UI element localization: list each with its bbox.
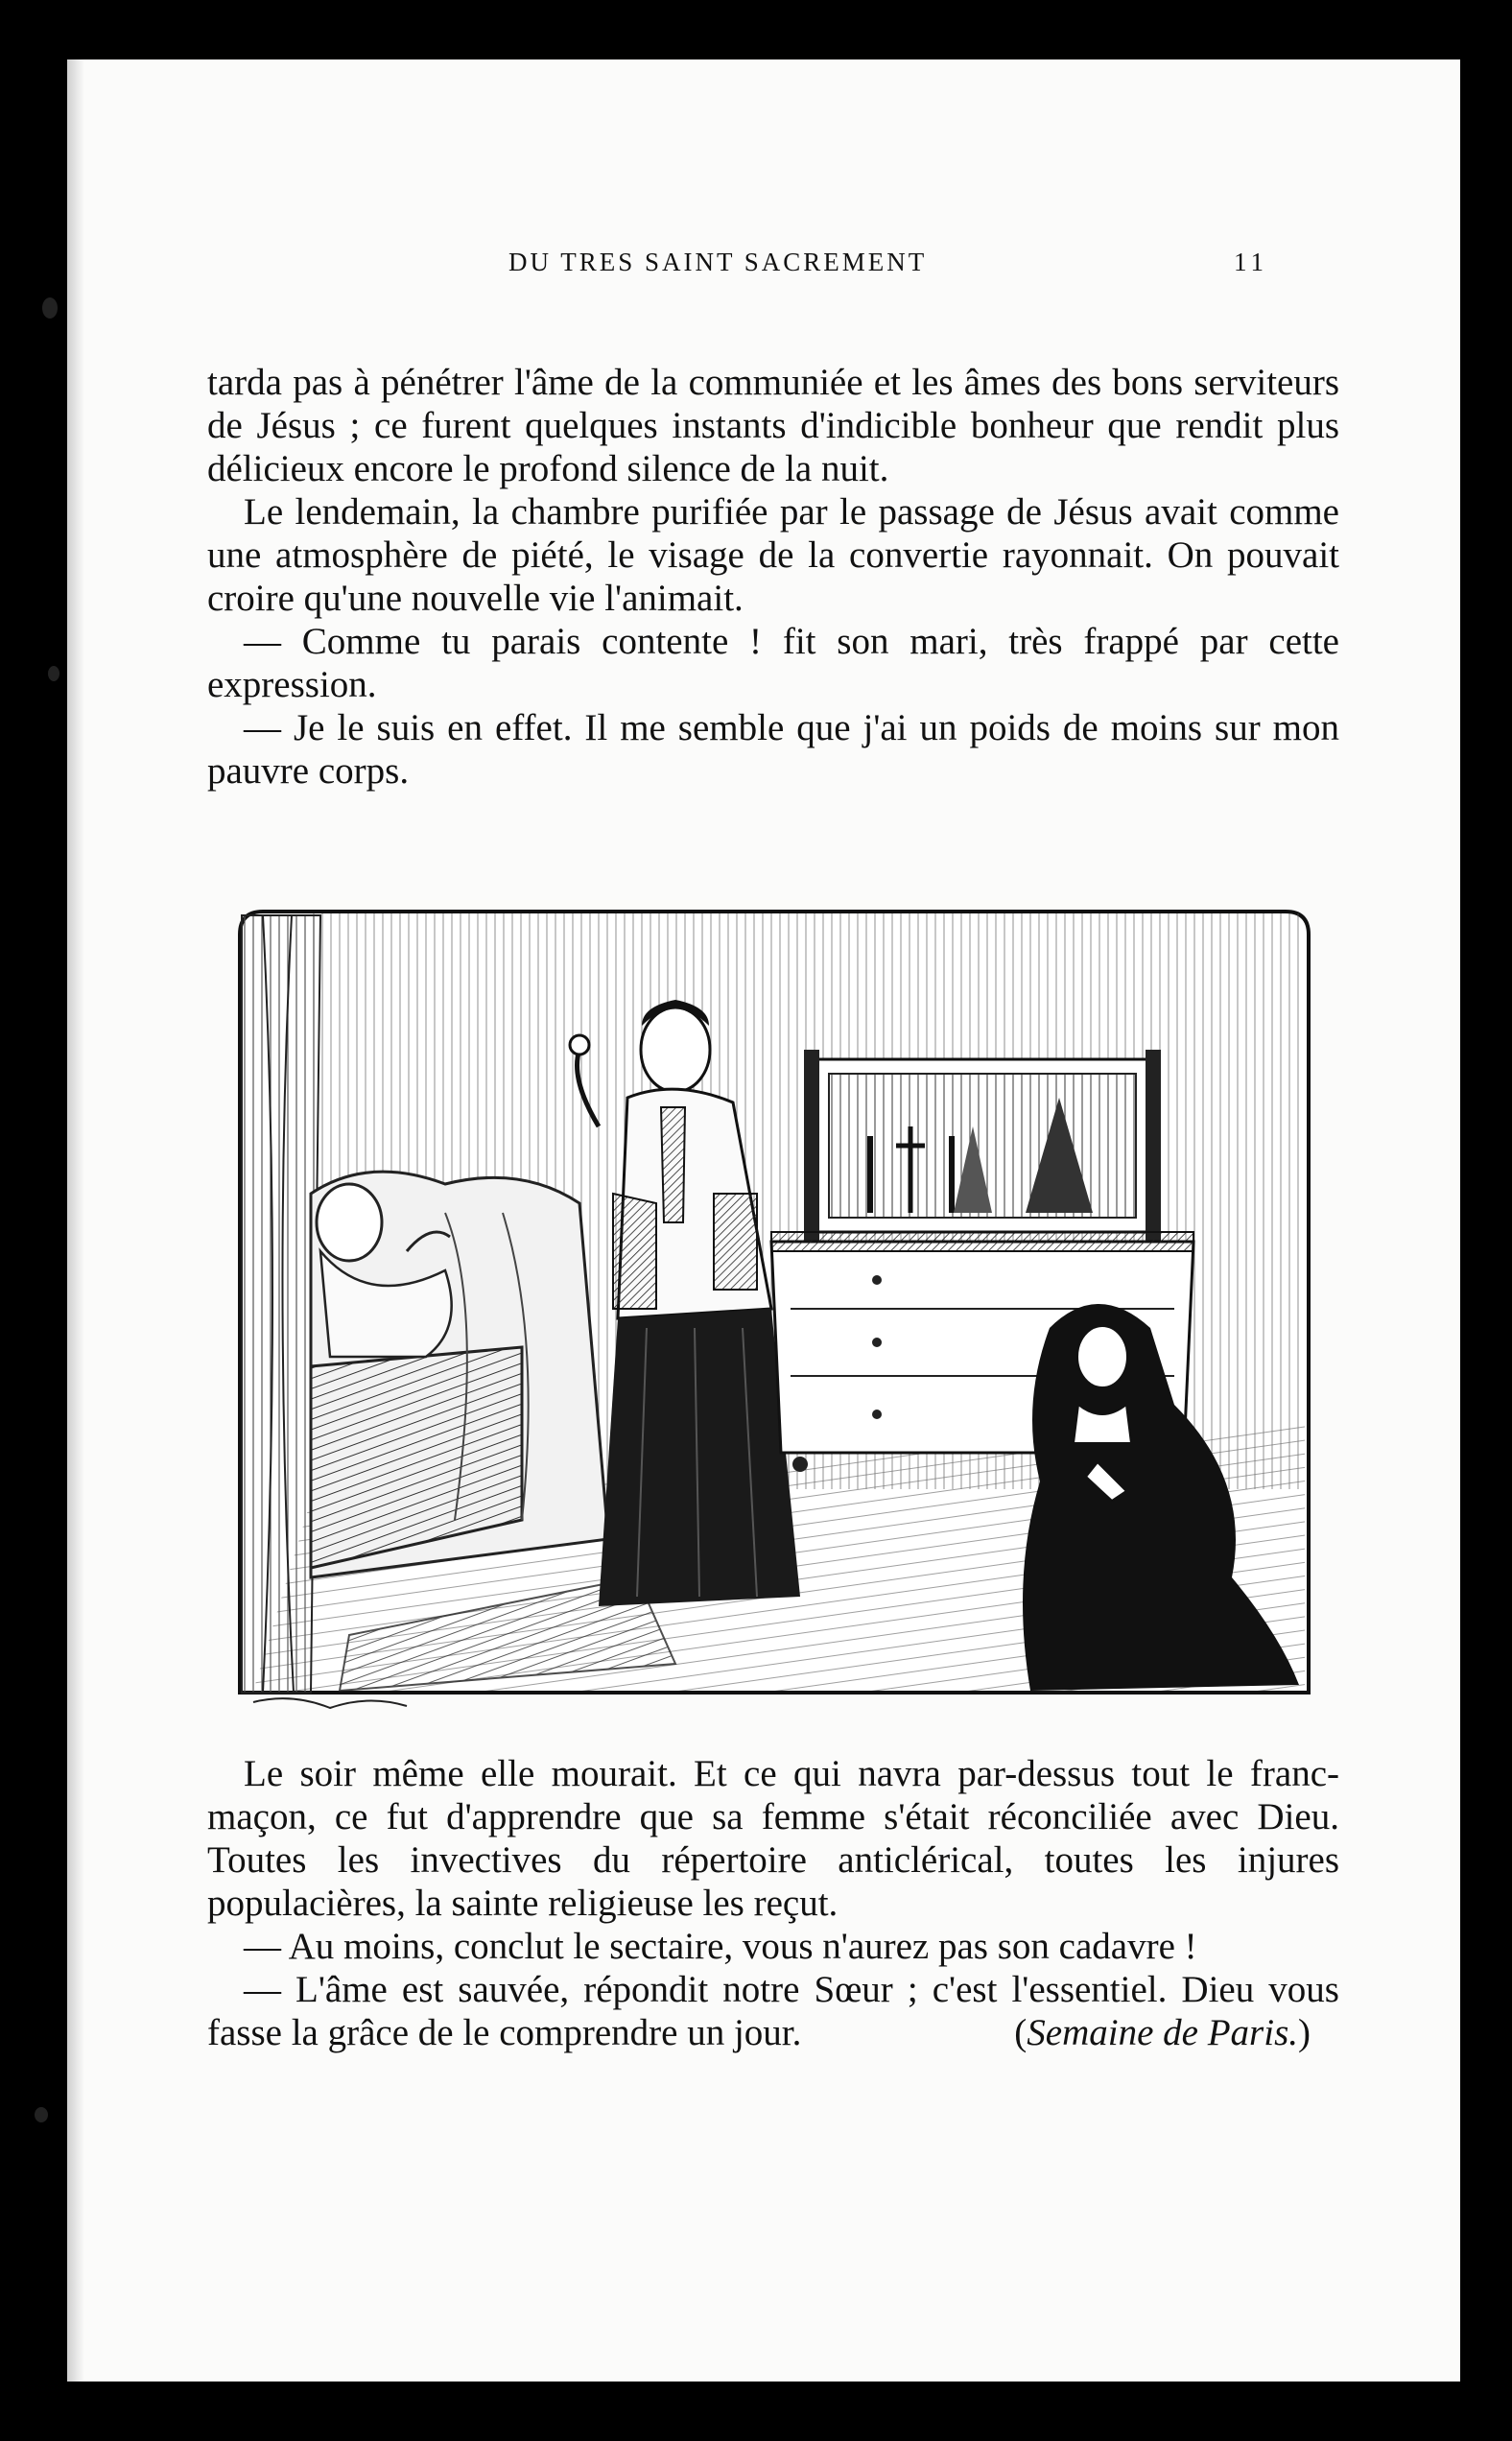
paragraph: Le lendemain, la chambre purifiée par le passage de Jésus avait comme une atmosphère de piété, le visage de la convertie rayonnait. On pouvait croire qu'une nouvelle vie l'animait.: [207, 491, 1339, 619]
page-header: [67, 248, 1460, 296]
book-page: [67, 59, 1460, 2382]
spine-shadow: [67, 59, 84, 2382]
scan-speck: [42, 297, 58, 319]
paragraph: — L'âme est sauvée, répondit notre Sœur ; c'est l'essentiel. Dieu vous fasse la grâce de le comprendre un jour.: [207, 1969, 1339, 2053]
running-title: DU TRES SAINT SACREMENT: [508, 248, 928, 276]
scan-speck: [48, 666, 59, 681]
source-open-paren: (: [1014, 2012, 1028, 2053]
text-block-bottom: [207, 1752, 1339, 2054]
paragraph: Le soir même elle mourait. Et ce qui navra par-dessus tout le franc-maçon, ce fut d'apprendre que sa femme s'était réconciliée avec Dieu. Toutes les invectives du répertoire anticlérical, toutes les injures populacières, la sainte religieuse les reçut.: [207, 1753, 1339, 1924]
paragraph: tarda pas à pénétrer l'âme de la communiée et les âmes des bons serviteurs de Jésus ; ce furent quelques instants d'indicible bonheur que rendit plus délicieux encore le profond silence de la nuit.: [207, 362, 1339, 489]
source-close-paren: ): [1298, 2012, 1311, 2053]
source-title: Semaine de Paris.: [1027, 2012, 1298, 2053]
paragraph: — Comme tu parais contente ! fit son mari, très frappé par cette expression.: [207, 621, 1339, 705]
paragraph: — Je le suis en effet. Il me semble que j'ai un poids de moins sur mon pauvre corps.: [207, 707, 1339, 792]
engraving-illustration: [234, 906, 1328, 1750]
page-number: 11: [1234, 248, 1268, 276]
paragraph: — Au moins, conclut le sectaire, vous n'aurez pas son cadavre !: [244, 1926, 1197, 1967]
scan-speck: [35, 2107, 48, 2122]
text-block-top: [207, 361, 1339, 793]
